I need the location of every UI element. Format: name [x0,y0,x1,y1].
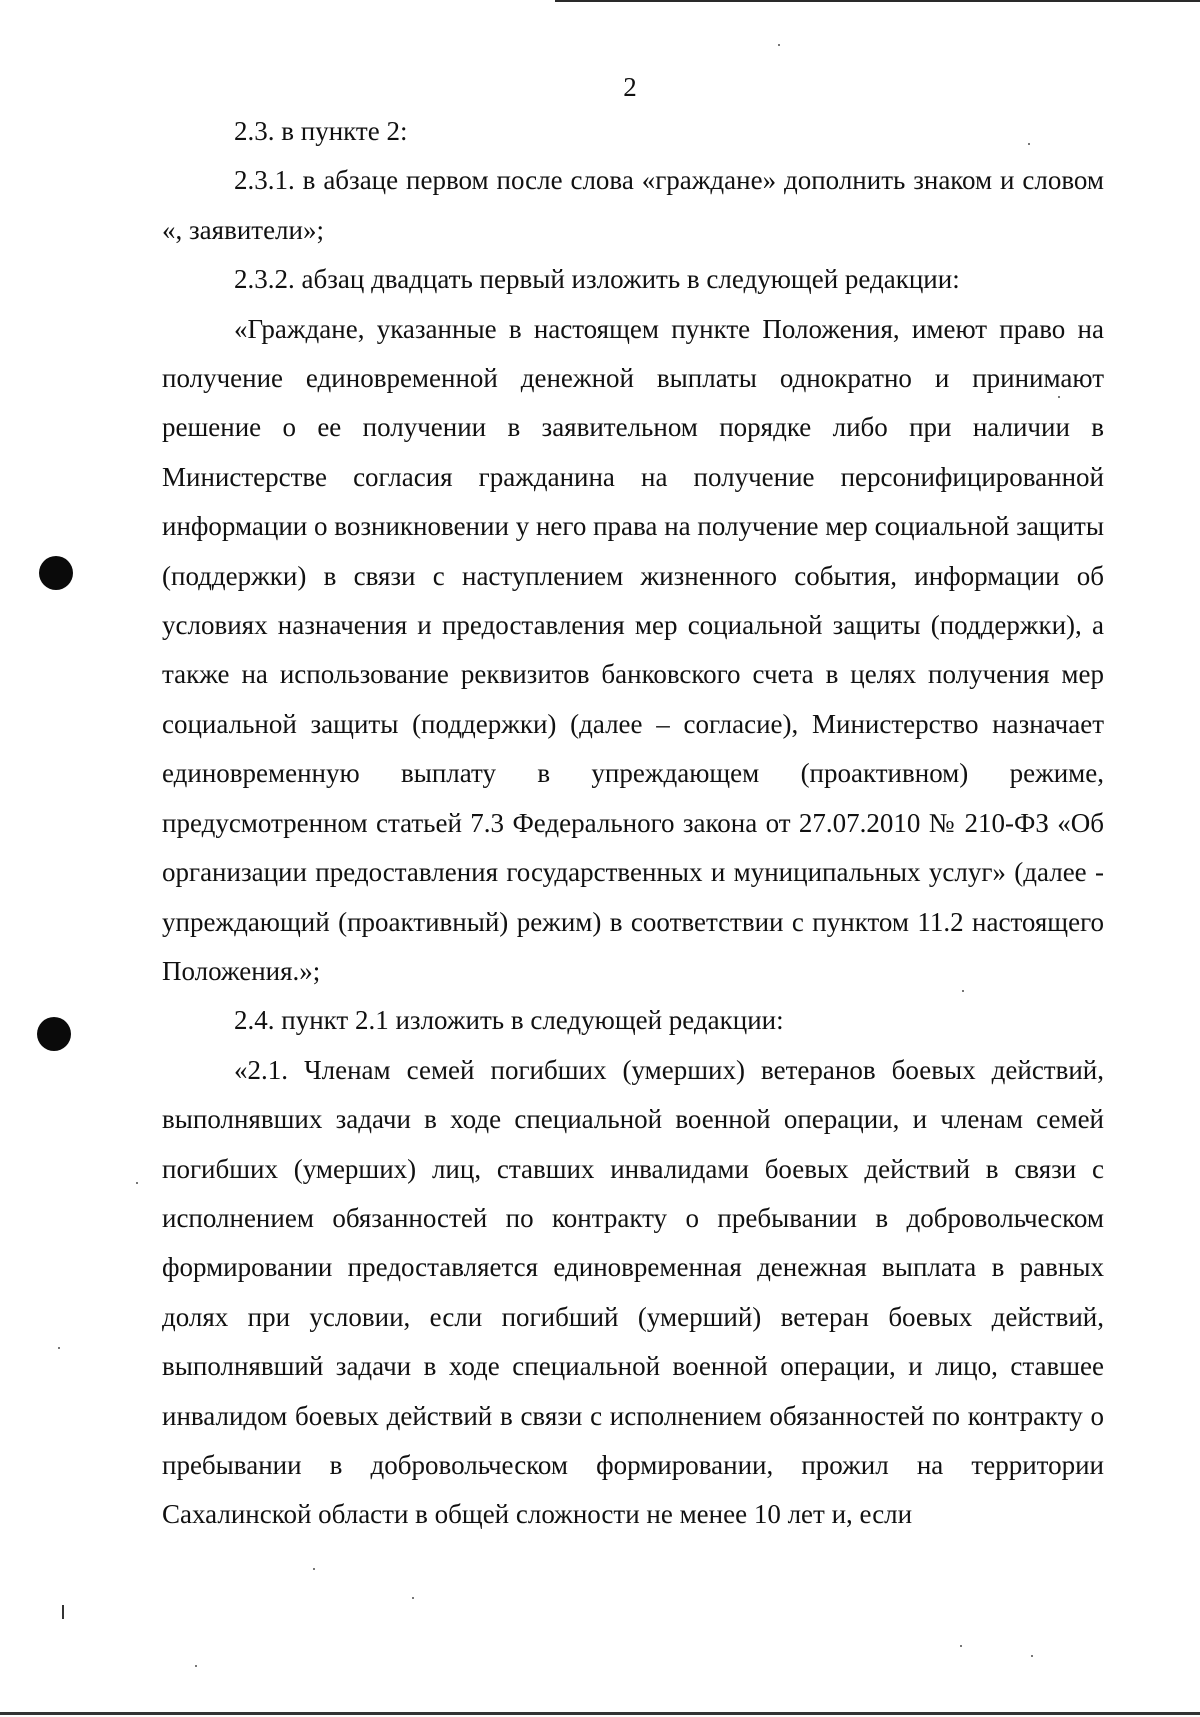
paragraph-2-3: 2.3. в пункте 2: [234,116,408,146]
page-number: 2 [623,72,637,102]
scan-speck [58,1347,60,1349]
paragraph-2-3-1: 2.3.1. в абзаце первом после слова «граждане» дополнить знаком и словом «, заявители»; [162,165,1104,245]
paragraph-2-3-2: 2.3.2. абзац двадцать первый изложить в следующей редакции: [234,264,960,295]
scan-mark [62,1605,64,1619]
paragraph-2-4: 2.4. пункт 2.1 изложить в следующей редакции: [234,1005,784,1036]
scan-speck [136,1182,138,1184]
top-scan-edge [555,0,1200,2]
scan-speck [960,1645,962,1647]
scan-speck [1031,1655,1033,1657]
scan-speck [313,1568,315,1570]
bottom-scan-edge [0,1712,1200,1715]
paragraph-quoted-citizens: «Граждане, указанные в настоящем пункте Положения, имеют право на получение единовременной денежной выплаты однократно и принимают решение о ее получении в заявительном порядке либо при наличии в Министерстве согласия гражданина на получение персонифицированной информации о возникновении у него права на получение мер социальной защиты (поддержки) в связи с наступлением жизненного события, информации об условиях назначения и предоставления мер социальной защиты (поддержки), а также на использование реквизитов банковского счета в целях получения мер социальной защиты (поддержки) (далее – согласие), Министерство назначает единовременную выплату в упреждающем (проактивном) режиме, предусмотренном статьей 7.3 Федерального закона от 27.07.2010 № 210-ФЗ «Об организации предоставления государственных и муниципальных услуг» (далее - упреждающий (проактивный) режим) в соответствии с пунктом 11.2 настоящего Положения.»; [162,313,1104,986]
punch-hole-lower [37,1017,71,1051]
scan-speck [778,44,780,46]
scan-speck [195,1665,197,1667]
scan-speck [412,1597,414,1599]
punch-hole-upper [39,556,73,590]
document-body [162,107,1104,1540]
paragraph-quoted-2-1: «2.1. Членам семей погибших (умерших) ветеранов боевых действий, выполнявших задачи в ходе специальной военной операции, и членам семей погибших (умерших) лиц, ставших инвалидами боевых действий в связи с исполнением обязанностей по контракту о пребывании в добровольческом формировании предоставляется единовременная денежная выплата в равных долях при условии, если погибший (умерший) ветеран боевых действий, выполнявший задачи в ходе специальной военной операции, и лицо, ставшее инвалидом боевых действий в связи с исполнением обязанностей по контракту о пребывании в добровольческом формировании, прожил на территории Сахалинской области в общей сложности не менее 10 лет и, если [162,1054,1104,1530]
